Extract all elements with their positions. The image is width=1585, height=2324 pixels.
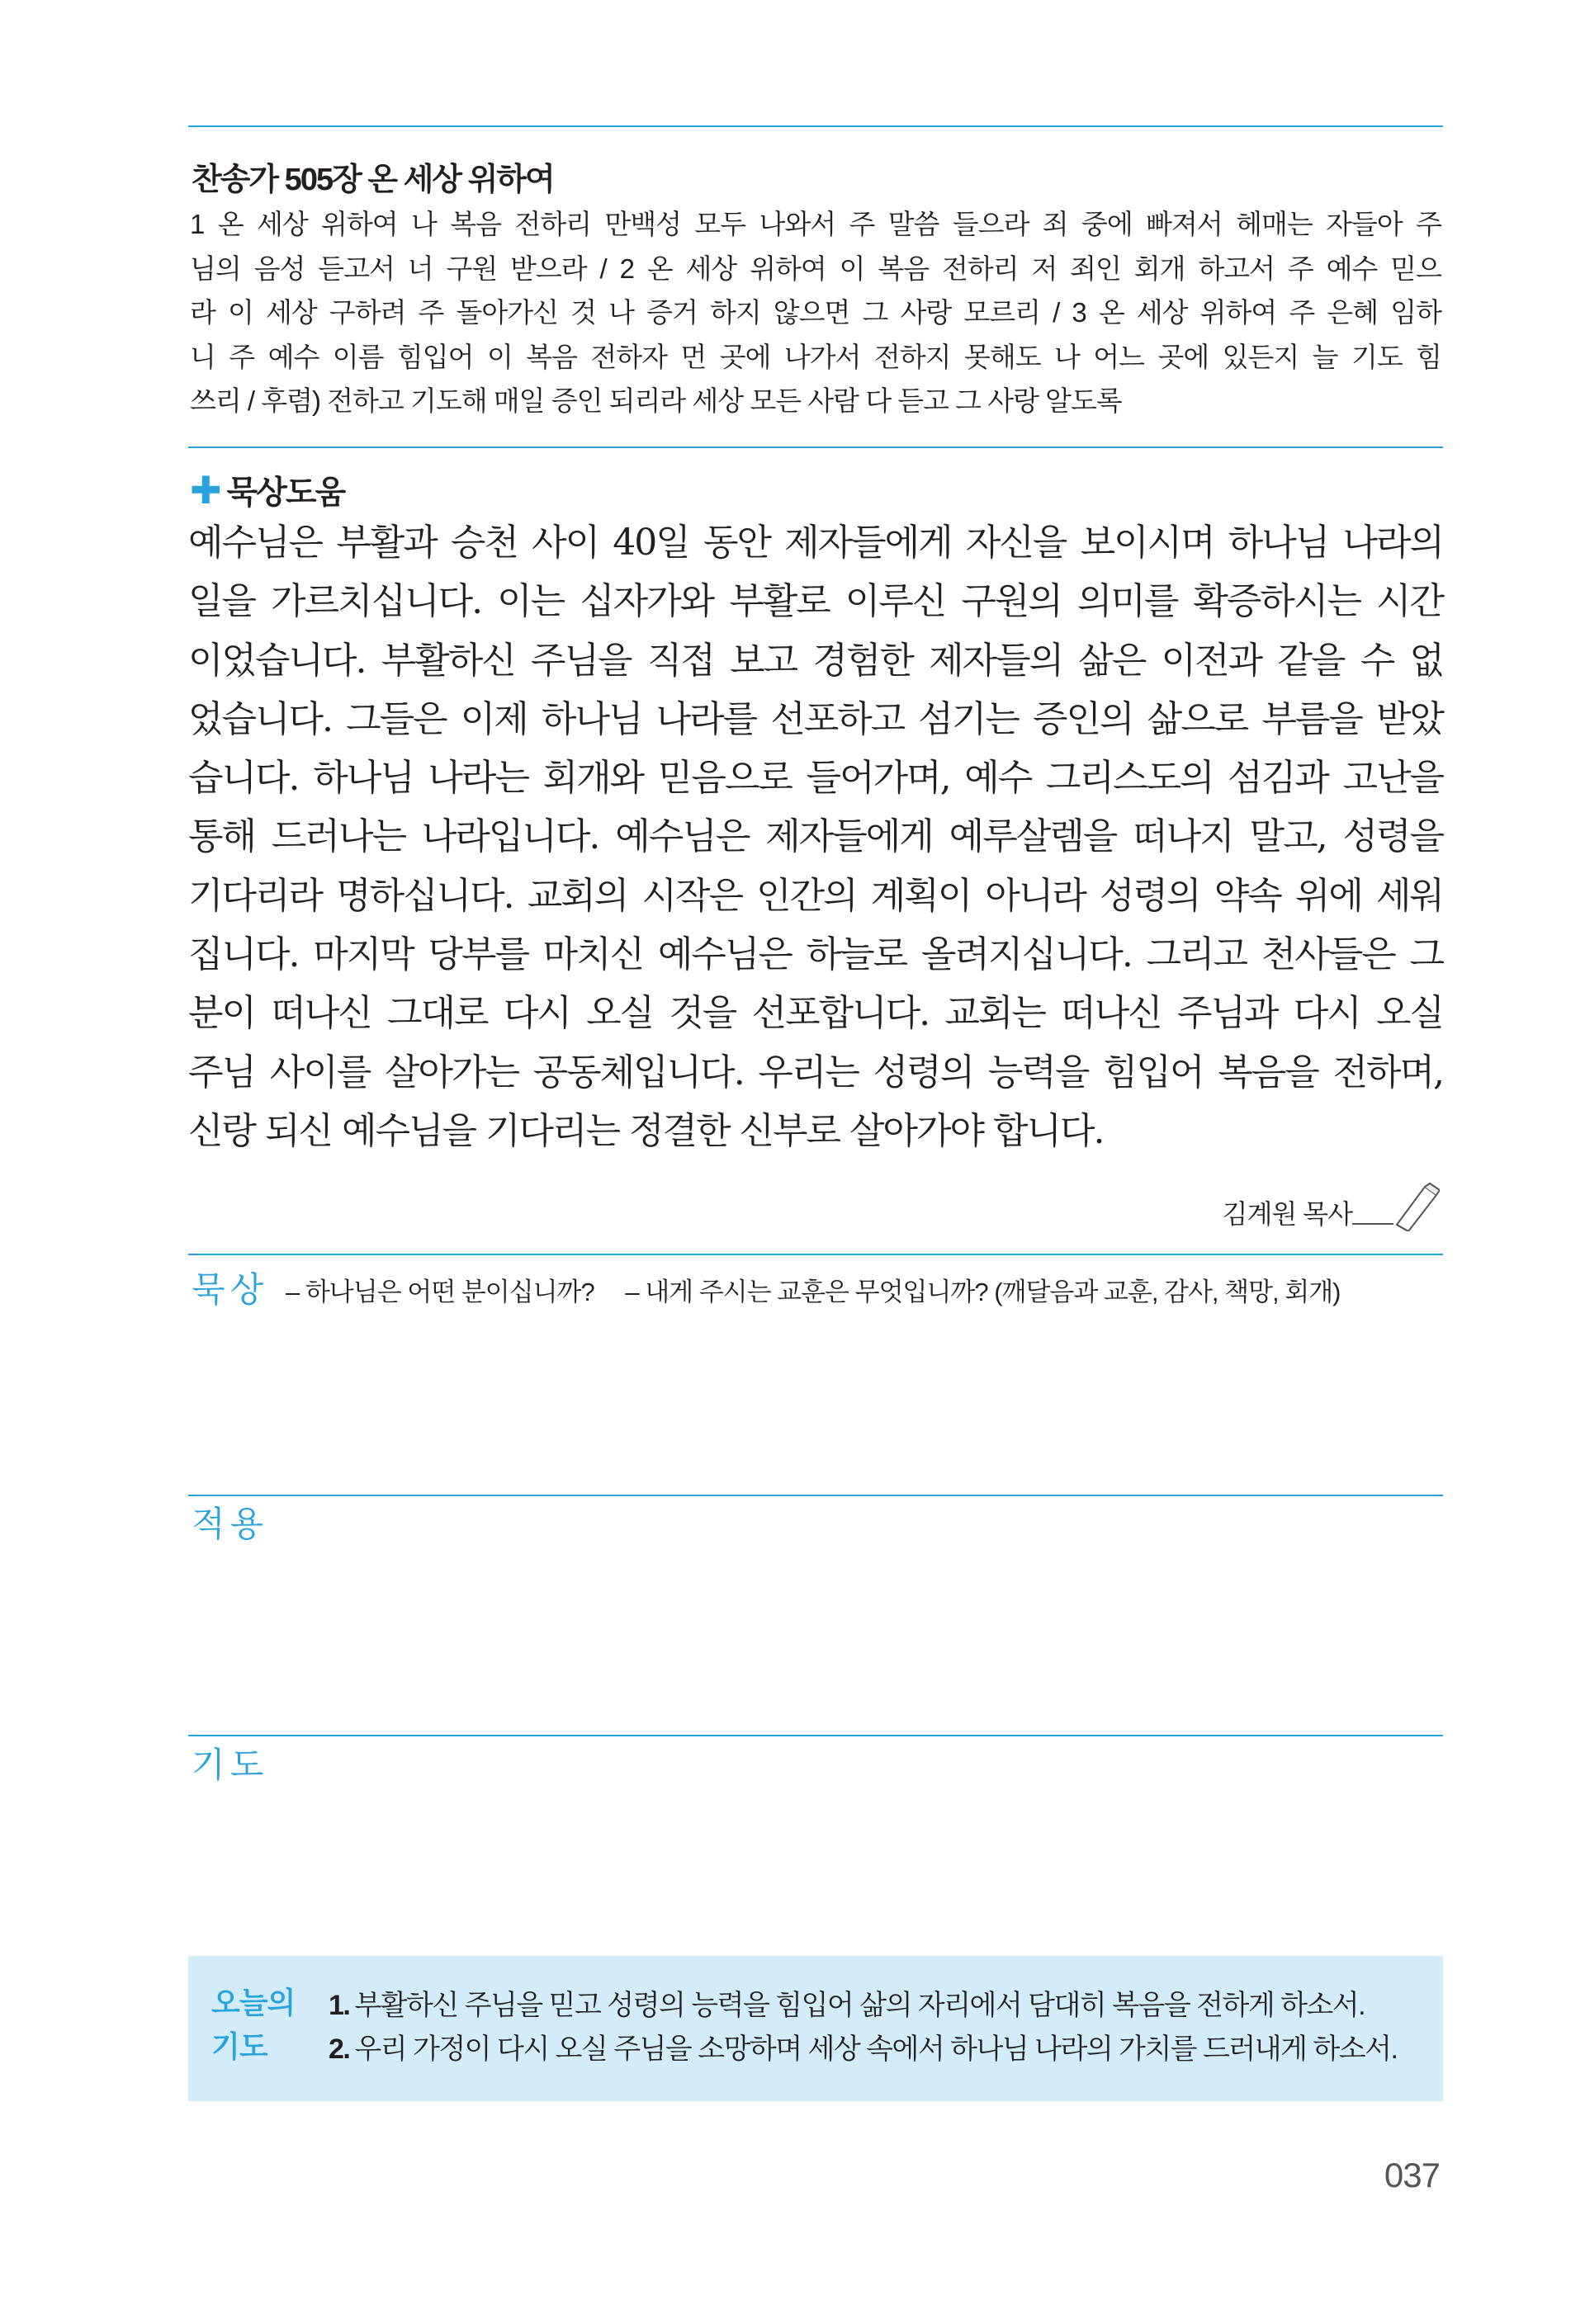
meditation-help-heading [190,467,344,513]
hymn-line: 니 주 예수 이름 힘입어 이 복음 전하자 먼 곳에 나가서 전하지 못해도 나 어느 곳에 있든지 늘 기도 힘 [190,341,1441,372]
body-line: 집니다. 마지막 당부를 마치신 예수님은 하늘로 올려지십니다. 그리고 천사들은 그 [188,933,1443,976]
prayer-rule [188,1735,1443,1736]
meditation-questions [286,1271,1365,1308]
body-line: 통해 드러나는 나라입니다. 예수님은 제자들에게 예루살렘을 떠나지 말고, 성령을 [188,815,1443,858]
hymn-line: 1 온 세상 위하여 나 복음 전하리 만백성 모두 나와서 주 말씀 들으라 죄 중에 빠져서 헤매는 자들아 주 [190,209,1441,239]
meditation-rule [188,1254,1443,1255]
prayer-item [329,1984,1397,2028]
body-line: 예수님은 부활과 승천 사이 40일 동안 제자들에게 자신을 보이시며 하나님 나라의 [188,522,1443,564]
body-line: 었습니다. 그들은 이제 하나님 나라를 선포하고 섬기는 증인의 삶으로 부름을 받았 [188,697,1443,740]
author-signature [1223,1182,1440,1231]
plus-icon: ✚ [190,469,220,512]
prayer-item [329,2028,1397,2071]
author-name: 김계원 목사 [1222,1199,1352,1229]
label-line: 기도 [211,2029,267,2063]
body-line: 일을 가르치십니다. 이는 십자가와 부활로 이루신 구원의 의미를 확증하시는 시간 [188,580,1443,623]
label-line: 오늘의 [211,1986,296,2019]
hymn-lyrics [190,202,1441,423]
meditation-label: 묵상 [192,1270,269,1309]
section-rule [188,446,1443,448]
item-text: 부활하신 주님을 믿고 성령의 능력을 힘입어 삶의 자리에서 담대히 복음을 전하게 하소서. [354,1990,1365,2021]
prayer-label: 기도 [192,1745,269,1784]
body-line: 주님 사이를 살아가는 공동체입니다. 우리는 성령의 능력을 힘입어 복음을 전하며, [188,1051,1443,1094]
body-line: 이었습니다. 부활하신 주님을 직접 보고 경험한 제자들의 삶은 이전과 같을 수 없 [188,639,1443,682]
prayer-list [329,1984,1397,2071]
application-label: 적용 [192,1504,269,1543]
pencil-icon [1393,1182,1440,1231]
hymn-line: 쓰리 / 후렴) 전하고 기도해 매일 증인 되리라 세상 모든 사람 다 듣고 그 사랑 알도록 [190,385,1122,416]
item-number: 2. [329,2034,350,2065]
meditation-help-body [188,513,1443,1160]
body-line: 습니다. 하나님 나라는 회개와 믿음으로 들어가며, 예수 그리스도의 섬김과 고난을 [188,757,1443,800]
hymn-line: 님의 음성 듣고서 너 구원 받으라 / 2 온 세상 위하여 이 복음 전하리 저 죄인 회개 하고서 주 예수 믿으 [190,253,1441,284]
hymn-title: 찬송가 505장 온 세상 위하여 [192,163,554,197]
hymn-line: 라 이 세상 구하려 주 돌아가신 것 나 증거 하지 않으면 그 사랑 모르리 / 3 온 세상 위하여 주 은혜 임하 [190,297,1441,328]
question: – 하나님은 어떤 분이십니까? [286,1278,594,1306]
top-rule [188,125,1443,127]
question: – 내게 주시는 교훈은 무엇입니까? (깨달음과 교훈, 감사, 책망, 회개) [625,1278,1341,1306]
item-text: 우리 가정이 다시 오실 주님을 소망하며 세상 속에서 하나님 나라의 가치를 드러내게 하소서. [354,2034,1398,2065]
item-number: 1. [329,1990,350,2021]
body-line: 분이 떠나신 그대로 다시 오실 것을 선포합니다. 교회는 떠나신 주님과 다시 오실 [188,992,1443,1035]
page-number: 037 [1384,2156,1440,2194]
body-line: 신랑 되신 예수님을 기다리는 정결한 신부로 살아가야 합니다. [188,1109,1104,1152]
todays-prayer-box [188,1956,1443,2101]
signature-line [1352,1223,1393,1225]
meditation-help-title: 묵상도움 [226,475,345,511]
application-rule [188,1495,1443,1496]
body-line: 기다리라 명하십니다. 교회의 시작은 인간의 계획이 아니라 성령의 약속 위에 세워 [188,874,1443,917]
todays-prayer-label [211,1981,295,2068]
